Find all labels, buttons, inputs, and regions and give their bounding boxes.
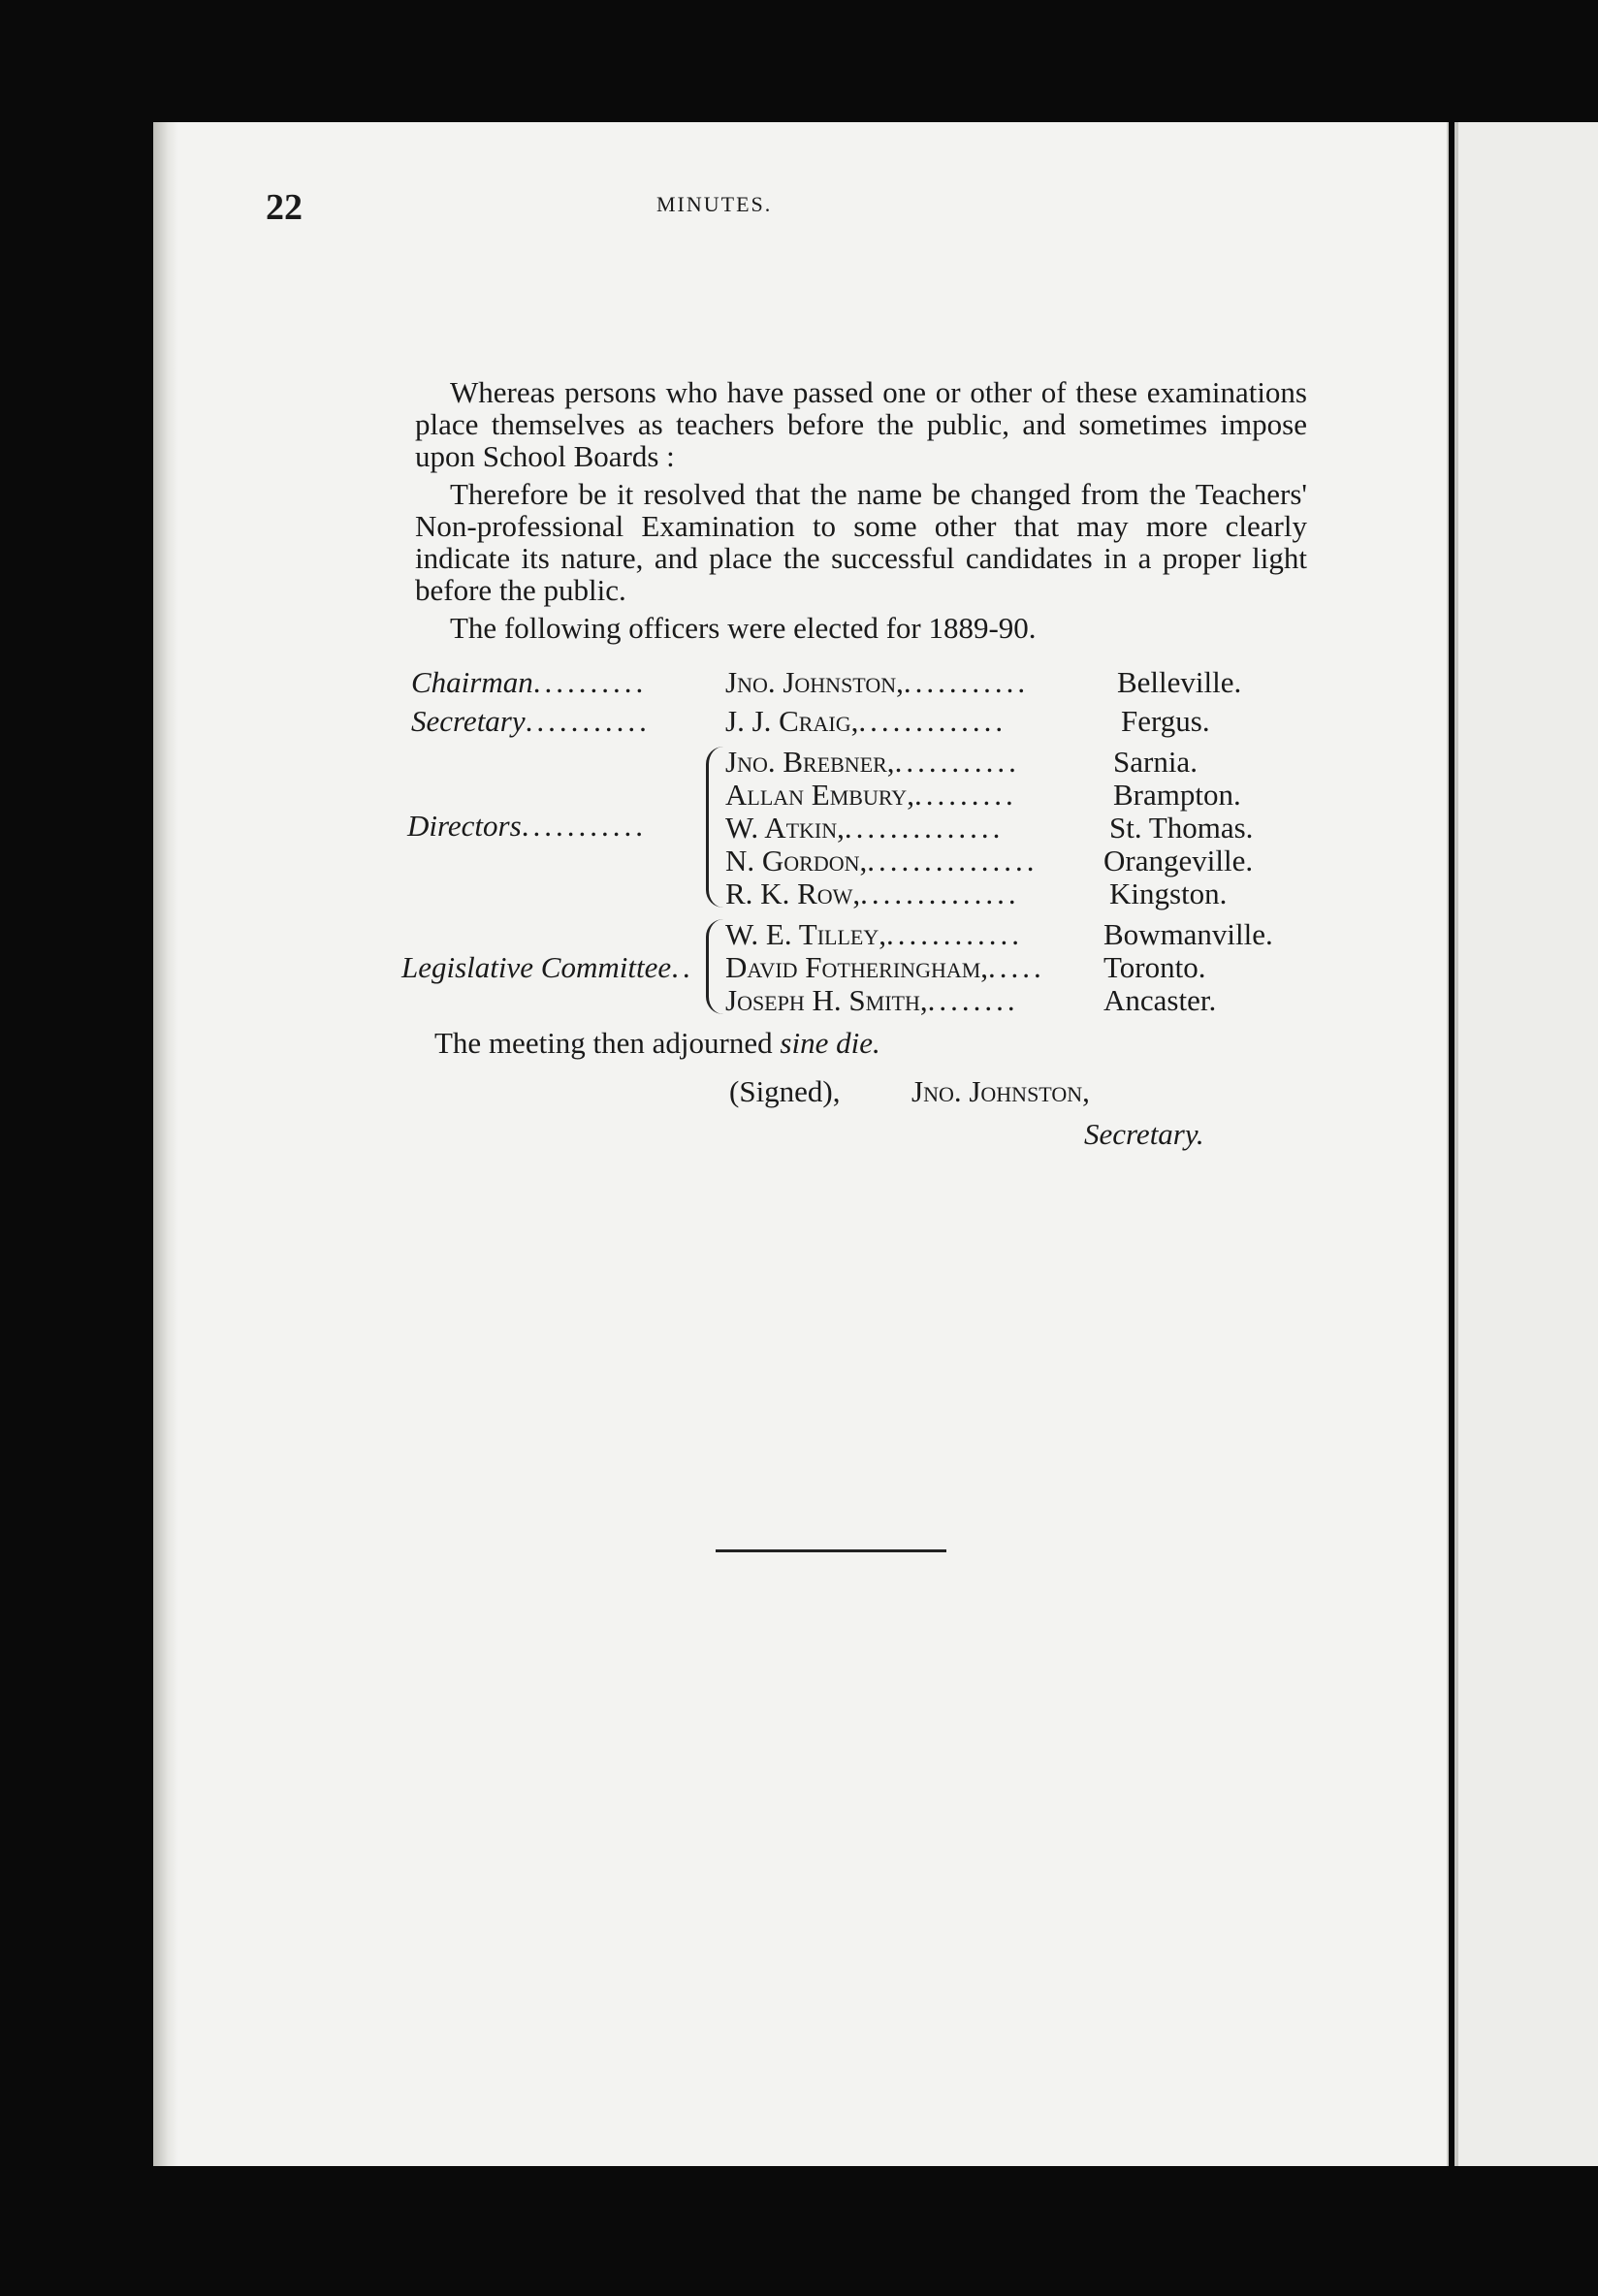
role-label: Chairman [411, 665, 533, 699]
body-text [415, 376, 1307, 650]
officer-place-secretary: Fergus. [1121, 704, 1210, 738]
director-name: W. Atkin,.............. [725, 811, 1005, 845]
officer-row-legislative-committee: Legislative Committee.. [401, 950, 694, 984]
committee-member-place: Ancaster. [1103, 983, 1217, 1017]
role-label: Secretary [411, 704, 526, 738]
role-label: Directors [407, 809, 522, 843]
committee-member-place: Bowmanville. [1103, 917, 1273, 951]
committee-member-name: W. E. Tilley,............ [725, 917, 1024, 951]
page-number: 22 [266, 187, 303, 228]
role-label: Legislative Committee [401, 950, 672, 984]
director-place: Orangeville. [1103, 844, 1254, 877]
director-name: R. K. Row,.............. [725, 877, 1020, 910]
director-name: Jno. Brebner,........... [725, 745, 1020, 779]
running-head: MINUTES. [656, 192, 773, 216]
facing-page-edge [1454, 122, 1598, 2166]
director-name: Allan Embury,......... [725, 778, 1017, 812]
officer-row-secretary: Secretary........... [411, 704, 651, 738]
paragraph-resolution: Therefore be it resolved that the name be changed from the Teachers' Non-professional Examination to some other that may more clearly indicate its nature, and place the successful candidates in a proper light before the public. [415, 477, 1307, 607]
officer-row-chairman: Chairman.......... [411, 665, 648, 699]
director-place: Brampton. [1113, 778, 1241, 812]
end-rule [716, 1549, 946, 1552]
signed-label: (Signed), [729, 1074, 841, 1108]
signatory-name: Jno. Johnston, [911, 1074, 1090, 1108]
officer-row-directors: Directors........... [407, 809, 647, 843]
paragraph-whereas: Whereas persons who have passed one or other of these examinations place themselves as teachers before the public, and sometimes impose upon School Boards : [415, 375, 1307, 473]
paragraph-officers-intro: The following officers were elected for 1889-90. [450, 611, 1037, 645]
committee-member-name: Joseph H. Smith,........ [725, 983, 1019, 1017]
committee-member-place: Toronto. [1103, 950, 1206, 984]
officer-name-secretary: J. J. Craig,............. [725, 704, 1007, 738]
committee-brace [706, 919, 726, 1014]
director-name: N. Gordon,............... [725, 844, 1039, 877]
director-place: St. Thomas. [1109, 811, 1254, 845]
page-spine-shadow [153, 122, 178, 2166]
director-place: Kingston. [1109, 877, 1228, 910]
committee-member-name: David Fotheringham,..... [725, 950, 1045, 984]
officer-place-chairman: Belleville. [1117, 665, 1242, 699]
directors-brace [706, 747, 726, 908]
adjournment-line: The meeting then adjourned sine die. [434, 1026, 880, 1060]
officer-name-chairman: Jno. Johnston,........... [725, 665, 1030, 699]
signatory-title: Secretary. [1084, 1117, 1204, 1151]
director-place: Sarnia. [1113, 745, 1198, 779]
